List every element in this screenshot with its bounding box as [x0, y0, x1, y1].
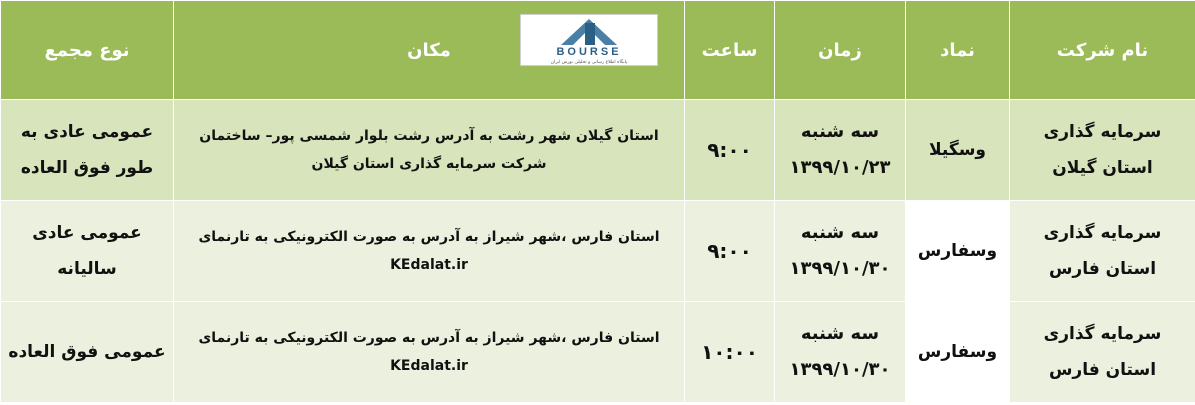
time-cell: ۹:۰۰: [685, 100, 775, 201]
place-cell: استان فارس ،شهر شیراز به آدرس به صورت الکترونیکی به تارنمای KEdalat.ir: [174, 201, 685, 302]
place-cell: استان گیلان شهر رشت به آدرس رشت بلوار شمسی پور– ساختمان شرکت سرمایه گذاری استان گیلان: [174, 100, 685, 201]
header-symbol: نماد: [906, 1, 1010, 100]
day-text: سه شنبه: [800, 323, 880, 344]
meeting-type-cell: عمومی عادی به طور فوق العاده: [1, 100, 174, 201]
date-text: ۱۳۹۹/۱۰/۲۳: [789, 157, 891, 178]
date-text: ۱۳۹۹/۱۰/۳۰: [789, 258, 891, 279]
meeting-type-cell: عمومی عادی سالیانه: [1, 201, 174, 302]
header-meeting-type: نوع مجمع: [1, 1, 174, 100]
date-text: ۱۳۹۹/۱۰/۳۰: [789, 359, 891, 380]
symbol-cell: وسفارس: [906, 302, 1010, 403]
header-place: مکان: [174, 1, 685, 100]
table-row: [1, 100, 1195, 201]
company-cell: سرمایه گذاری استان گیلان: [1010, 100, 1195, 201]
date-cell: [775, 302, 906, 403]
symbol-cell: وسگیلا: [906, 100, 1010, 201]
company-cell: سرمایه گذاری استان فارس: [1010, 201, 1195, 302]
time-cell: ۱۰:۰۰: [685, 302, 775, 403]
logo-text: BOURSE: [556, 46, 622, 58]
header-company: نام شرکت: [1010, 1, 1195, 100]
place-cell: استان فارس ،شهر شیراز به آدرس به صورت الکترونیکی به تارنمای KEdalat.ir: [174, 302, 685, 403]
bourse-logo: [520, 14, 658, 66]
day-text: سه شنبه: [800, 222, 880, 243]
table-row: [1, 201, 1195, 302]
header-date: زمان: [775, 1, 906, 100]
logo-subtext: پایگاه اطلاع رسانی و تحلیلی بورس ایران: [550, 60, 628, 65]
date-cell: [775, 100, 906, 201]
symbol-cell: وسفارس: [906, 201, 1010, 302]
date-cell: [775, 201, 906, 302]
company-cell: سرمایه گذاری استان فارس: [1010, 302, 1195, 403]
time-cell: ۹:۰۰: [685, 201, 775, 302]
header-time: ساعت: [685, 1, 775, 100]
meeting-type-cell: عمومی فوق العاده: [1, 302, 174, 403]
day-text: سه شنبه: [800, 121, 880, 142]
table-row: [1, 302, 1195, 403]
